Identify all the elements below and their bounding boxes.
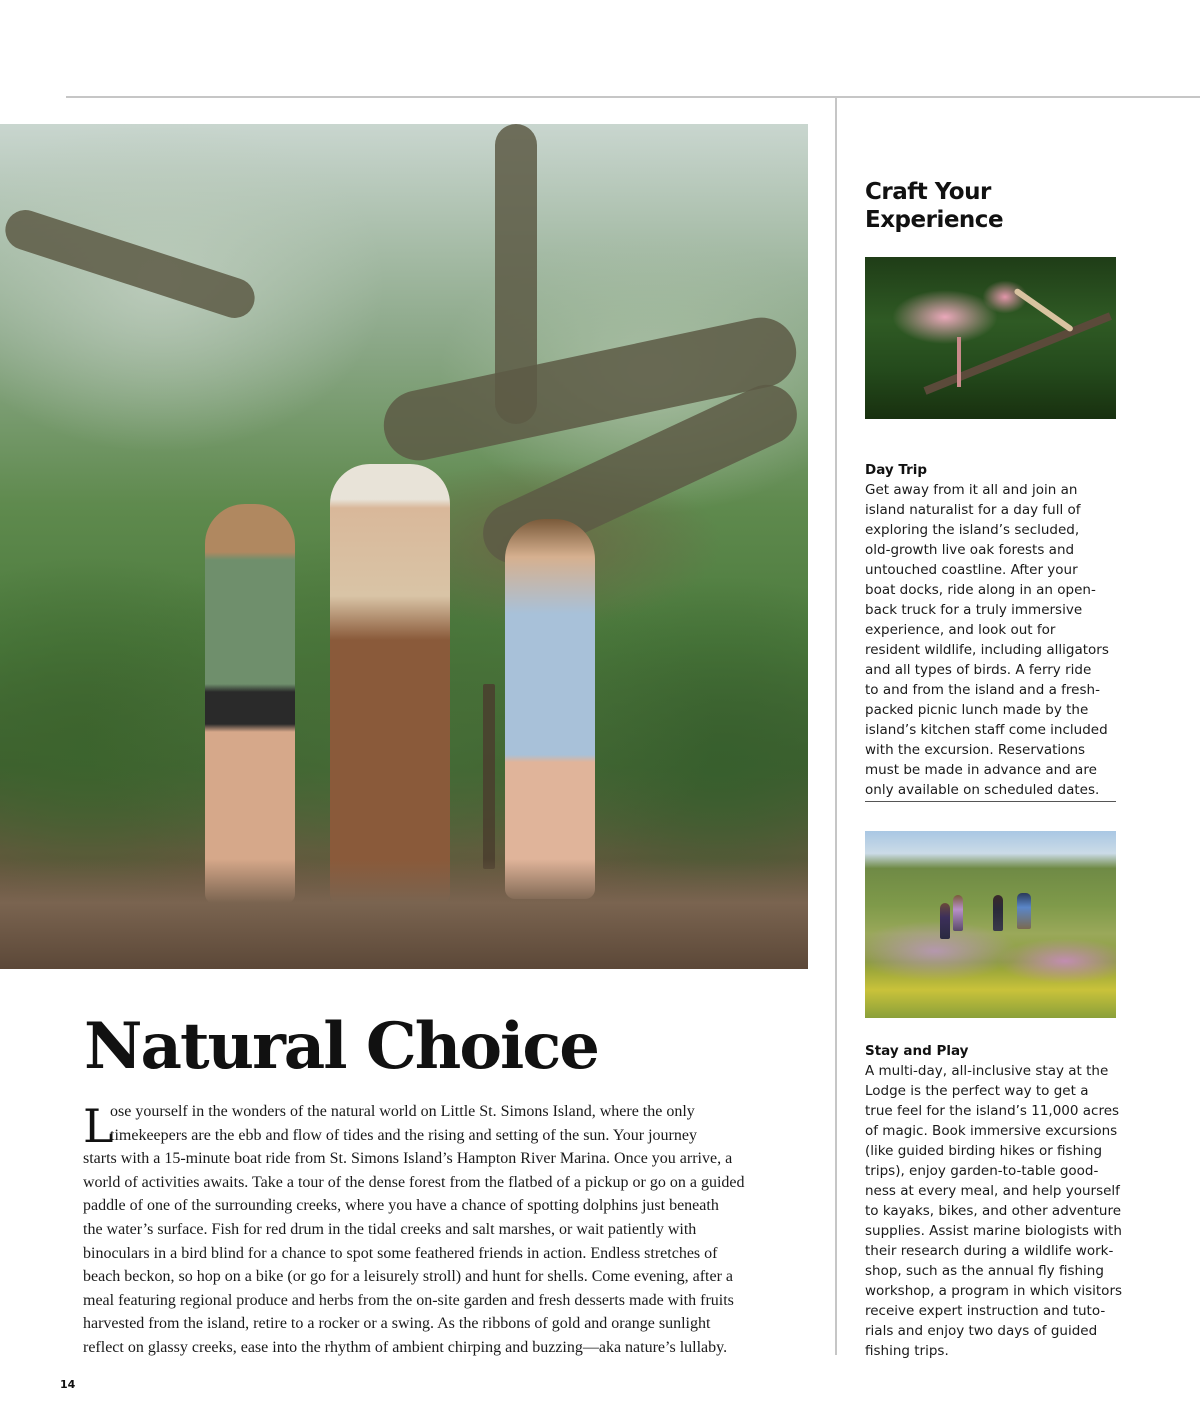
stay-line: of magic. Book immersive excursions (865, 1123, 1118, 1139)
day-trip-line: experience, and look out for (865, 622, 1056, 638)
body-line: beach beckon, so hop on a bike (or go for a leisurely stroll) and hunt for shells. Come evening, after a (83, 1268, 734, 1286)
person-naturalist (330, 464, 450, 904)
hiker (993, 895, 1003, 931)
stay-line: (like guided birding hikes or fishing (865, 1143, 1103, 1159)
hiker (1017, 893, 1031, 929)
body-line: starts with a 15-minute boat ride from St. Simons Island’s Hampton River Marina. Once you arrive, a (83, 1150, 733, 1168)
day-trip-line: must be made in advance and are (865, 762, 1097, 778)
stay-and-play-text (865, 1061, 1123, 1361)
article-body (83, 1100, 803, 1360)
day-trip-line: Get away from it all and join an (865, 482, 1078, 498)
trail-sign-post (483, 684, 495, 869)
article-title: Natural Choice (84, 1009, 598, 1084)
column-divider (835, 97, 837, 1355)
day-trip-line: exploring the island’s secluded, (865, 522, 1080, 538)
oak-branch (0, 205, 260, 323)
stay-line: their research during a wildlife work- (865, 1243, 1114, 1259)
day-trip-line: with the excursion. Reservations (865, 742, 1086, 758)
day-trip-line: boat docks, ride along in an open- (865, 582, 1096, 598)
stay-line: rials and enjoy two days of guided (865, 1323, 1098, 1339)
drop-cap: L (83, 1099, 114, 1153)
day-trip-line: resident wildlife, including alligators (865, 642, 1109, 658)
body-line: world of activities awaits. Take a tour of the dense forest from the flatbed of a pickup or go on a guided (83, 1173, 745, 1191)
bird-beak (1013, 288, 1074, 333)
sidebar-heading: Craft Your Experience (865, 179, 1004, 233)
day-trip-line: island’s kitchen staff come included (865, 722, 1108, 738)
body-line: ose yourself in the wonders of the natural world on Little St. Simons Island, where the only (110, 1103, 695, 1120)
stay-line: shop, such as the annual fly fishing (865, 1263, 1104, 1279)
page-number: 14 (60, 1378, 76, 1391)
day-trip-line: island naturalist for a day full of (865, 502, 1081, 518)
body-line: meal featuring regional produce and herbs from the on-site garden and fresh desserts made with fruits (83, 1291, 734, 1309)
roseate-spoonbill-photo (865, 257, 1116, 419)
day-trip-line: untouched coastline. After your (865, 562, 1078, 578)
stay-line: receive expert instruction and tuto- (865, 1303, 1106, 1319)
hiker (953, 895, 963, 931)
stay-line: to kayaks, bikes, and other adventure (865, 1203, 1122, 1219)
stay-line: Lodge is the perfect way to get a (865, 1083, 1089, 1099)
day-trip-line: to and from the island and a fresh- (865, 682, 1100, 698)
bird-leg (957, 337, 961, 387)
stay-line: fishing trips. (865, 1343, 949, 1359)
hero-photo-forest-naturalist (0, 124, 808, 969)
stay-line: workshop, a program in which visitors (865, 1283, 1123, 1299)
day-trip-line: packed picnic lunch made by the (865, 702, 1089, 718)
stay-and-play-title: Stay and Play (865, 1043, 969, 1059)
day-trip-title: Day Trip (865, 462, 928, 478)
body-line: harvested from the island, retire to a rocker or a swing. As the ribbons of gold and orange sunlight (83, 1315, 711, 1333)
branch-perch (924, 312, 1112, 394)
body-line: paddle of one of the surrounding creeks, where you have a chance of spotting dolphins just beneath (83, 1197, 719, 1215)
day-trip-line: old-growth live oak forests and (865, 542, 1075, 558)
body-line: the water’s surface. Fish for red drum in the tidal creeks and salt marshes, or wait patiently with (83, 1220, 697, 1238)
stay-line: ness at every meal, and help yourself (865, 1183, 1120, 1199)
body-line: reflect on glassy creeks, ease into the rhythm of ambient chirping and buzzing—aka nature’s lullaby. (83, 1338, 728, 1356)
person-girl (505, 519, 595, 899)
stay-line: trips), enjoy garden-to-table good- (865, 1163, 1099, 1179)
day-trip-line: and all types of birds. A ferry ride (865, 662, 1092, 678)
body-line: binoculars in a bird blind for a chance to spot some feathered friends in action. Endless stretches of (83, 1244, 718, 1262)
hiker (940, 903, 950, 939)
meadow-hikers-photo (865, 831, 1116, 1018)
stay-line: supplies. Assist marine biologists with (865, 1223, 1122, 1239)
person-teen (205, 504, 295, 904)
stay-line: true feel for the island’s 11,000 acres (865, 1103, 1120, 1119)
forest-floor (0, 859, 808, 969)
top-rule (66, 96, 1200, 98)
sidebar-rule (865, 801, 1116, 802)
day-trip-text (865, 480, 1120, 800)
day-trip-line: only available on scheduled dates. (865, 782, 1100, 798)
oak-trunk (495, 124, 537, 424)
body-line: timekeepers are the ebb and flow of tides and the rising and setting of the sun. Your journey (110, 1126, 697, 1144)
stay-line: A multi-day, all-inclusive stay at the (865, 1063, 1109, 1079)
day-trip-line: back truck for a truly immersive (865, 602, 1083, 618)
